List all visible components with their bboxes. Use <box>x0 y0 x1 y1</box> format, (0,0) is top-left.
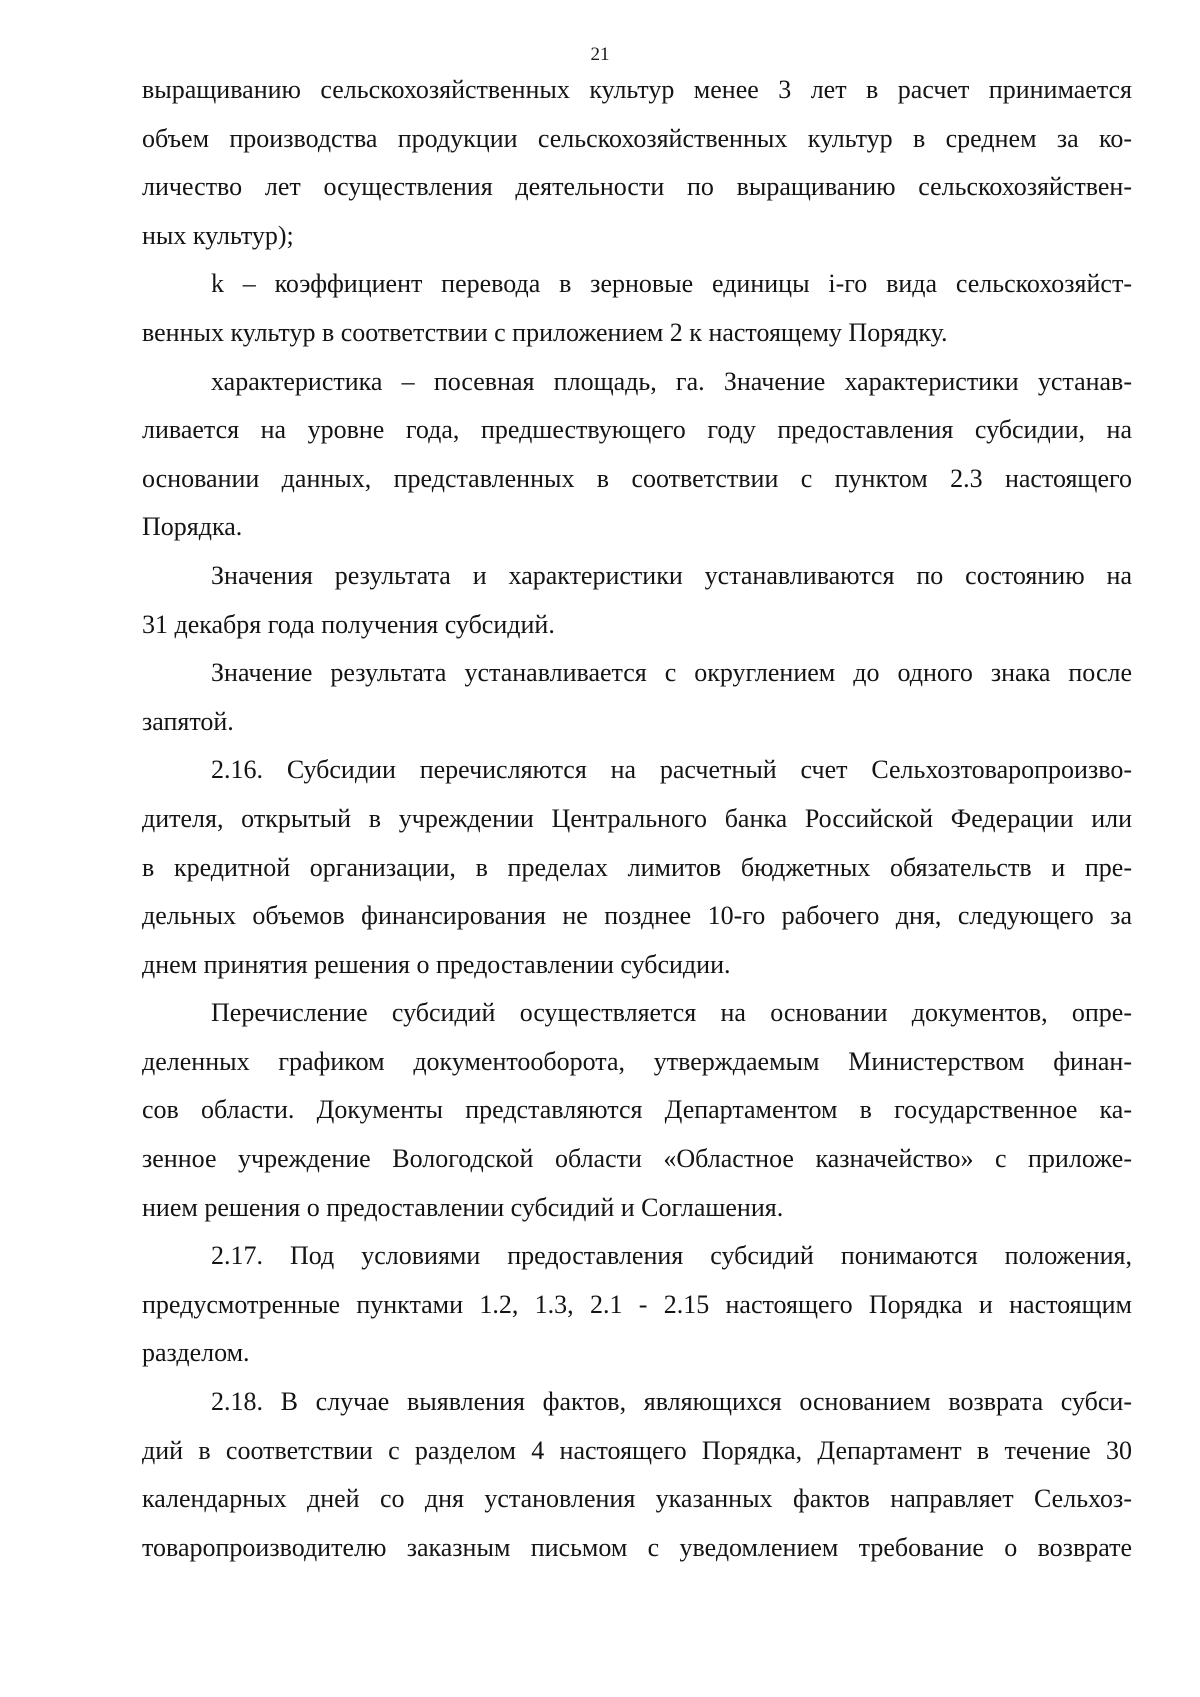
text-line: Перечисление субсидий осуществляется на основании документов, опре- <box>211 998 1132 1028</box>
text-line: дителя, открытый в учреждении Центрального банка Российской Федерации или <box>142 803 1132 833</box>
text-line: основании данных, представленных в соответствии с пунктом 2.3 настоящего <box>142 463 1132 493</box>
body-text <box>142 66 1132 1572</box>
text-line: товаропроизводителю заказным письмом с уведомлением требование о возврате <box>142 1532 1132 1562</box>
text-line: дельных объемов финансирования не позднее 10-го рабочего дня, следующего за <box>142 901 1132 931</box>
text-line: объем производства продукции сельскохозяйственных культур в среднем за ко- <box>142 123 1132 153</box>
text-line: разделом. <box>142 1338 250 1368</box>
text-line: предусмотренные пунктами 1.2, 1.3, 2.1 - 2.15 настоящего Порядка и настоящим <box>142 1289 1132 1319</box>
text-line: 2.16. Субсидии перечисляются на расчетный счет Сельхозтоваропроизво- <box>211 755 1132 785</box>
text-line: личество лет осуществления деятельности по выращиванию сельскохозяйствен- <box>142 172 1132 202</box>
text-line: ливается на уровне года, предшествующего году предоставления субсидии, на <box>142 415 1132 445</box>
text-line: календарных дней со дня установления указанных фактов направляет Сельхоз- <box>142 1484 1132 1514</box>
text-line: ных культур); <box>142 220 294 250</box>
text-line: нием решения о предоставлении субсидий и Соглашения. <box>142 1192 784 1222</box>
text-line: 2.17. Под условиями предоставления субсидий понимаются положения, <box>211 1241 1132 1271</box>
text-line: днем принятия решения о предоставлении субсидии. <box>142 949 731 979</box>
text-line: запятой. <box>142 706 234 736</box>
text-line: Значения результата и характеристики устанавливаются по состоянию на <box>211 560 1132 590</box>
text-line: деленных графиком документооборота, утверждаемым Министерством финан- <box>142 1046 1132 1076</box>
text-line: Значение результата устанавливается с округлением до одного знака после <box>211 658 1132 688</box>
page-number: 21 <box>590 44 610 65</box>
text-line: дий в соответствии с разделом 4 настоящего Порядка, Департамент в течение 30 <box>142 1435 1132 1465</box>
text-line: венных культур в соответствии с приложением 2 к настоящему Порядку. <box>142 317 948 347</box>
text-line: 31 декабря года получения субсидий. <box>142 609 555 639</box>
text-line: в кредитной организации, в пределах лимитов бюджетных обязательств и пре- <box>142 852 1132 882</box>
text-line: Порядка. <box>142 512 243 542</box>
text-line: зенное учреждение Вологодской области «Областное казначейство» с приложе- <box>142 1144 1132 1174</box>
text-line: сов области. Документы представляются Департаментом в государственное ка- <box>142 1095 1132 1125</box>
text-line: k – коэффициент перевода в зерновые единицы i-го вида сельскохозяйст- <box>211 269 1132 299</box>
text-line: 2.18. В случае выявления фактов, являющихся основанием возврата субси- <box>211 1387 1132 1417</box>
text-line: характеристика – посевная площадь, га. Значение характеристики устанав- <box>211 366 1132 396</box>
text-line: выращиванию сельскохозяйственных культур менее 3 лет в расчет принимается <box>142 75 1132 104</box>
